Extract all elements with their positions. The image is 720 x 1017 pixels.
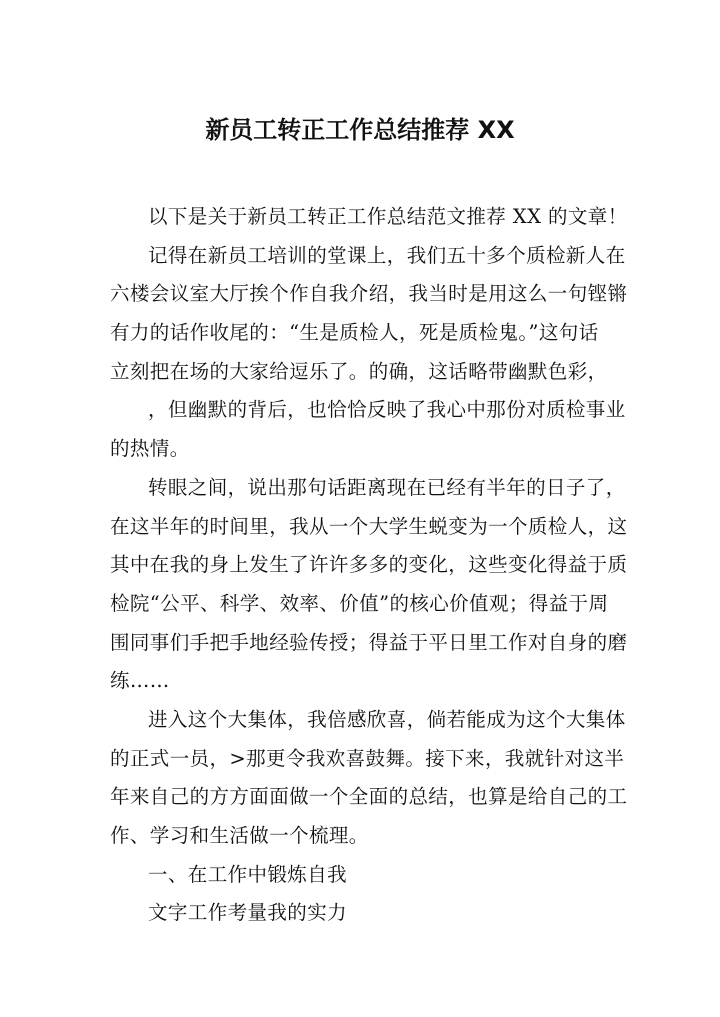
paragraph-line: 转眼之间，说出那句话距离现在已经有半年的日子了， bbox=[148, 475, 626, 499]
paragraph-line: 记得在新员工培训的堂课上，我们五十多个质检新人在 bbox=[148, 243, 626, 267]
paragraph-line: ，但幽默的背后，也恰恰反映了我心中那份对质检事业 bbox=[148, 398, 626, 422]
subsection-heading: 文字工作考量我的实力 bbox=[148, 901, 348, 925]
paragraph-line: 立刻把在场的大家给逗乐了。的确，这话略带幽默色彩， bbox=[110, 359, 608, 383]
paragraph-line: 有力的话作收尾的：“生是质检人，死是质检鬼。”这句话 bbox=[110, 321, 599, 345]
paragraph-line: 六楼会议室大厅挨个作自我介绍，我当时是用这么一句铿锵 bbox=[110, 282, 628, 306]
paragraph-line: 其中在我的身上发生了许许多多的变化，这些变化得益于质 bbox=[110, 553, 628, 577]
document-title: 新员工转正工作总结推荐 XX bbox=[205, 116, 515, 144]
paragraph-line: 的正式一员，>那更令我欢喜鼓舞。接下来，我就针对这半 bbox=[110, 746, 625, 770]
document-body bbox=[110, 198, 628, 933]
paragraph-line: 进入这个大集体，我倍感欣喜，倘若能成为这个大集体 bbox=[148, 707, 626, 731]
paragraph-line: 作、学习和生活做一个梳理。 bbox=[110, 824, 369, 847]
paragraph-line: 年来自己的方方面面做一个全面的总结，也算是给自己的工 bbox=[110, 785, 628, 809]
paragraph-line: 围同事们手把手地经验传授；得益于平日里工作对自身的磨 bbox=[110, 630, 628, 654]
paragraph-line: 以下是关于新员工转正工作总结范文推荐 XX 的文章！ bbox=[148, 205, 628, 228]
section-heading: 一、在工作中锻炼自我 bbox=[148, 862, 348, 886]
paragraph-line: 检院“公平、科学、效率、价值”的核心价值观；得益于周 bbox=[110, 591, 609, 615]
paragraph-line: 在这半年的时间里，我从一个大学生蜕变为一个质检人，这 bbox=[110, 514, 628, 538]
paragraph-line: 练…… bbox=[110, 669, 170, 693]
paragraph-line: 的热情。 bbox=[110, 437, 190, 461]
